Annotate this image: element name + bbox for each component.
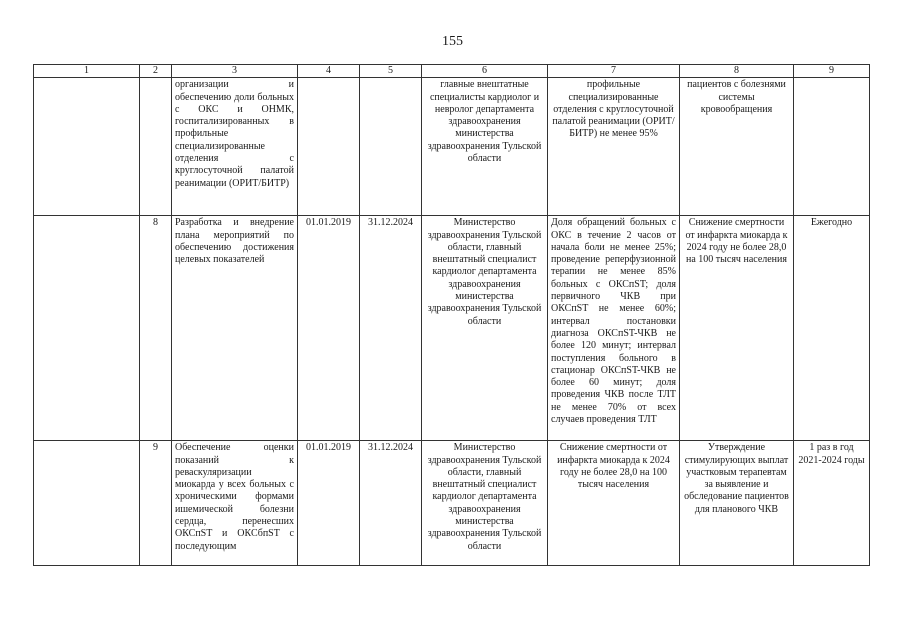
- table-row: [34, 78, 870, 216]
- header-cell: 5: [360, 65, 422, 78]
- row-number: [140, 78, 172, 216]
- end-date: 31.12.2024: [360, 216, 422, 441]
- row-number: 8: [140, 216, 172, 441]
- frequency-cell: 1 раз в год 2021-2024 годы: [794, 441, 870, 566]
- header-cell: 1: [34, 65, 140, 78]
- start-date: [298, 78, 360, 216]
- responsible-cell: главные внештатные специалисты кардиолог и невролог департамента здравоохранения министерства здравоохранения Тульской области: [422, 78, 548, 216]
- responsible-cell: Министерство здравоохранения Тульской области, главный внештатный специалист кардиолог департамента здравоохранения министерства здравоохранения Тульской области: [422, 441, 548, 566]
- result-cell: пациентов с болезнями системы кровообращения: [680, 78, 794, 216]
- page-number: 155: [442, 34, 463, 49]
- empty-cell: [34, 216, 140, 441]
- end-date: 31.12.2024: [360, 441, 422, 566]
- indicator-cell: профильные специализированные отделения с круглосуточной палатой реанимации (ОРИТ/БИТР) не менее 95%: [548, 78, 680, 216]
- frequency-cell: [794, 78, 870, 216]
- header-cell: 8: [680, 65, 794, 78]
- header-cell: 4: [298, 65, 360, 78]
- header-cell: 2: [140, 65, 172, 78]
- indicator-cell: Доля обращений больных с ОКС в течение 2 часов от начала боли не менее 25%; проведение реперфузионной терапии не менее 85% больных с ОКСпST; доля первичного ЧКВ при ОКСпST не менее 60%; интервал постановки диагноза ОКСпST-ЧКВ не более 120 минут; интервал поступления больного в стационар ОКСпST-ЧКВ не более 60 минут; доля проведения ЧКВ после ТЛТ не менее 70% от всех случаев проведения ТЛТ: [548, 216, 680, 441]
- start-date: 01.01.2019: [298, 216, 360, 441]
- action-cell: организации и обеспечению доли больных с ОКС и ОНМК, госпитализированных в профильные специализированные отделения с круглосуточной палатой реанимации (ОРИТ/БИТР): [172, 78, 298, 216]
- responsible-cell: Министерство здравоохранения Тульской области, главный внештатный специалист кардиолог департамента здравоохранения министерства здравоохранения Тульской области: [422, 216, 548, 441]
- header-cell: 6: [422, 65, 548, 78]
- result-cell: Снижение смертности от инфаркта миокарда к 2024 году не более 28,0 на 100 тысяч населения: [680, 216, 794, 441]
- header-cell: 3: [172, 65, 298, 78]
- row-number: 9: [140, 441, 172, 566]
- frequency-cell: Ежегодно: [794, 216, 870, 441]
- result-cell: Утверждение стимулирующих выплат участковым терапевтам за выявление и обследование пациентов для планового ЧКВ: [680, 441, 794, 566]
- header-row: [34, 65, 870, 78]
- empty-cell: [34, 78, 140, 216]
- action-cell: Разработка и внедрение плана мероприятий по обеспечению достижения целевых показателей: [172, 216, 298, 441]
- plan-table: [33, 64, 870, 566]
- action-cell: Обеспечение оценки показаний к реваскуляризации миокарда у всех больных с хроническими формами ишемической болезни сердца, перенесших ОКСпST и ОКСбпST с последующим: [172, 441, 298, 566]
- header-cell: 9: [794, 65, 870, 78]
- start-date: 01.01.2019: [298, 441, 360, 566]
- indicator-cell: Снижение смертности от инфаркта миокарда к 2024 году не более 28,0 на 100 тысяч населения: [548, 441, 680, 566]
- table-row: [34, 441, 870, 566]
- header-cell: 7: [548, 65, 680, 78]
- empty-cell: [34, 441, 140, 566]
- table-row: [34, 216, 870, 441]
- end-date: [360, 78, 422, 216]
